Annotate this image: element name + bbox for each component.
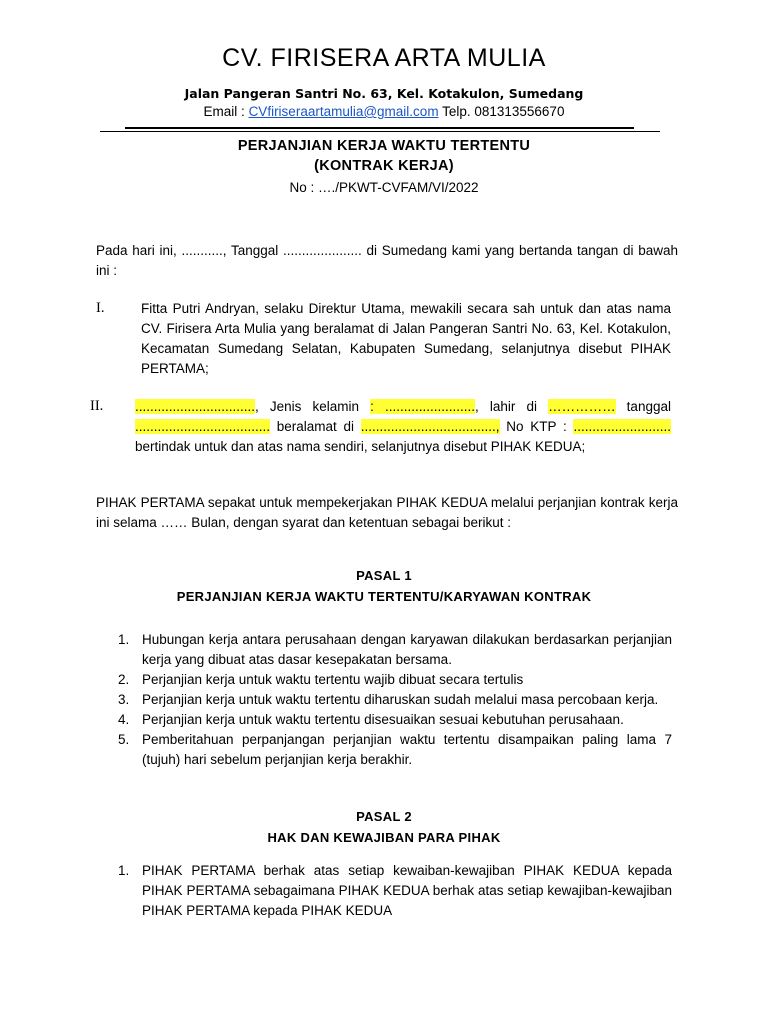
header-rule-thin — [100, 131, 660, 132]
agreement-paragraph: PIHAK PERTAMA sepakat untuk mempekerjakan PIHAK KEDUA melalui perjanjian kontrak kerja ini selama …… Bulan, dengan syarat dan ketentuan sebagai berikut : — [96, 495, 678, 530]
company-address: Jalan Pangeran Santri No. 63, Kel. Kotakulon, Sumedang — [184, 86, 584, 101]
pasal-2-list — [118, 861, 672, 921]
list-item — [118, 630, 672, 670]
list-item — [118, 670, 672, 690]
pasal-1-heading: PASAL 1 — [356, 568, 412, 583]
pasal-2-heading: PASAL 2 — [356, 809, 412, 824]
list-number: 1. — [118, 632, 130, 647]
list-text: Perjanjian kerja untuk waktu tertentu disesuaikan sesuai kebutuhan perusahaan. — [142, 712, 624, 727]
email-link[interactable]: CVfiriseraartamulia@gmail.com — [248, 104, 439, 119]
list-number: 1. — [118, 863, 130, 878]
list-text: Pemberitahuan perpanjangan perjanjian waktu tertentu disampaikan paling lama 7 (tujuh) hari sebelum perjanjian kerja berakhir. — [142, 732, 672, 767]
list-number: 2. — [118, 672, 130, 687]
blank-date[interactable]: .................................... — [135, 419, 271, 434]
list-item — [118, 861, 672, 921]
party-second-part: bertindak untuk dan atas nama sendiri, selanjutnya disebut PIHAK KEDUA; — [135, 439, 586, 454]
pasal-2-subheading: HAK DAN KEWAJIBAN PARA PIHAK — [267, 830, 501, 845]
header-rule-thick — [125, 127, 634, 129]
blank-birthplace[interactable]: …………… — [548, 399, 616, 414]
party-first-text: Fitta Putri Andryan, selaku Direktur Utama, mewakili secara sah untuk dan atas nama CV. Firisera Arta Mulia yang beralamat di Jalan Pangeran Santri No. 63, Kel. Kotakulon, Kecamatan Sumedang Selatan, Kabupaten Sumedang, selanjutnya disebut PIHAK PERTAMA; — [141, 301, 671, 376]
list-text: Hubungan kerja antara perusahaan dengan karyawan dilakukan berdasarkan perjanjian kerja yang dibuat atas dasar kesepakatan bersama. — [142, 632, 672, 667]
party-second-part: beralamat di — [270, 419, 361, 434]
pasal-1-subheading: PERJANJIAN KERJA WAKTU TERTENTU/KARYAWAN KONTRAK — [176, 589, 592, 604]
intro-paragraph: Pada hari ini, ..........., Tanggal ..................... di Sumedang kami yang bertanda tangan di bawah ini : — [96, 243, 678, 278]
list-number: 5. — [118, 732, 130, 747]
list-text: PIHAK PERTAMA berhak atas setiap kewaiban-kewajiban PIHAK KEDUA kepada PIHAK PERTAMA sebagaimana PIHAK KEDUA berhak atas setiap kewajiban-kewajiban PIHAK PERTAMA kepada PIHAK KEDUA — [142, 863, 672, 918]
blank-gender[interactable]: : ........................ — [370, 399, 475, 414]
pasal-1-list — [118, 630, 672, 770]
phone-text: Telp. 081313556670 — [438, 104, 565, 119]
list-item — [118, 690, 672, 710]
list-number: 4. — [118, 712, 130, 727]
company-name: CV. FIRISERA ARTA MULIA — [222, 44, 546, 72]
company-contact — [0, 104, 768, 119]
blank-address[interactable]: ...................................., — [360, 419, 500, 434]
party-numeral-2: II. — [90, 398, 104, 414]
blank-name[interactable]: ................................ — [135, 399, 256, 414]
document-number: No : …./PKWT-CVFAM/VI/2022 — [289, 180, 479, 195]
party-second-text — [135, 397, 671, 457]
email-label: Email : — [203, 104, 249, 119]
party-numeral-1: I. — [96, 300, 105, 316]
party-second-part: , Jenis kelamin — [255, 399, 371, 414]
list-number: 3. — [118, 692, 130, 707]
list-item — [118, 710, 672, 730]
party-second-part: , lahir di — [475, 399, 549, 414]
document-title: PERJANJIAN KERJA WAKTU TERTENTU — [237, 138, 531, 154]
list-text: Perjanjian kerja untuk waktu tertentu wajib dibuat secara tertulis — [142, 672, 524, 687]
list-text: Perjanjian kerja untuk waktu tertentu diharuskan sudah melalui masa percobaan kerja. — [142, 692, 659, 707]
list-item — [118, 730, 672, 770]
blank-ktp[interactable]: .......................... — [573, 419, 671, 434]
party-second-part: tanggal — [615, 399, 671, 414]
party-second-part: No KTP : — [499, 419, 574, 434]
document-subtitle: (KONTRAK KERJA) — [314, 158, 454, 174]
